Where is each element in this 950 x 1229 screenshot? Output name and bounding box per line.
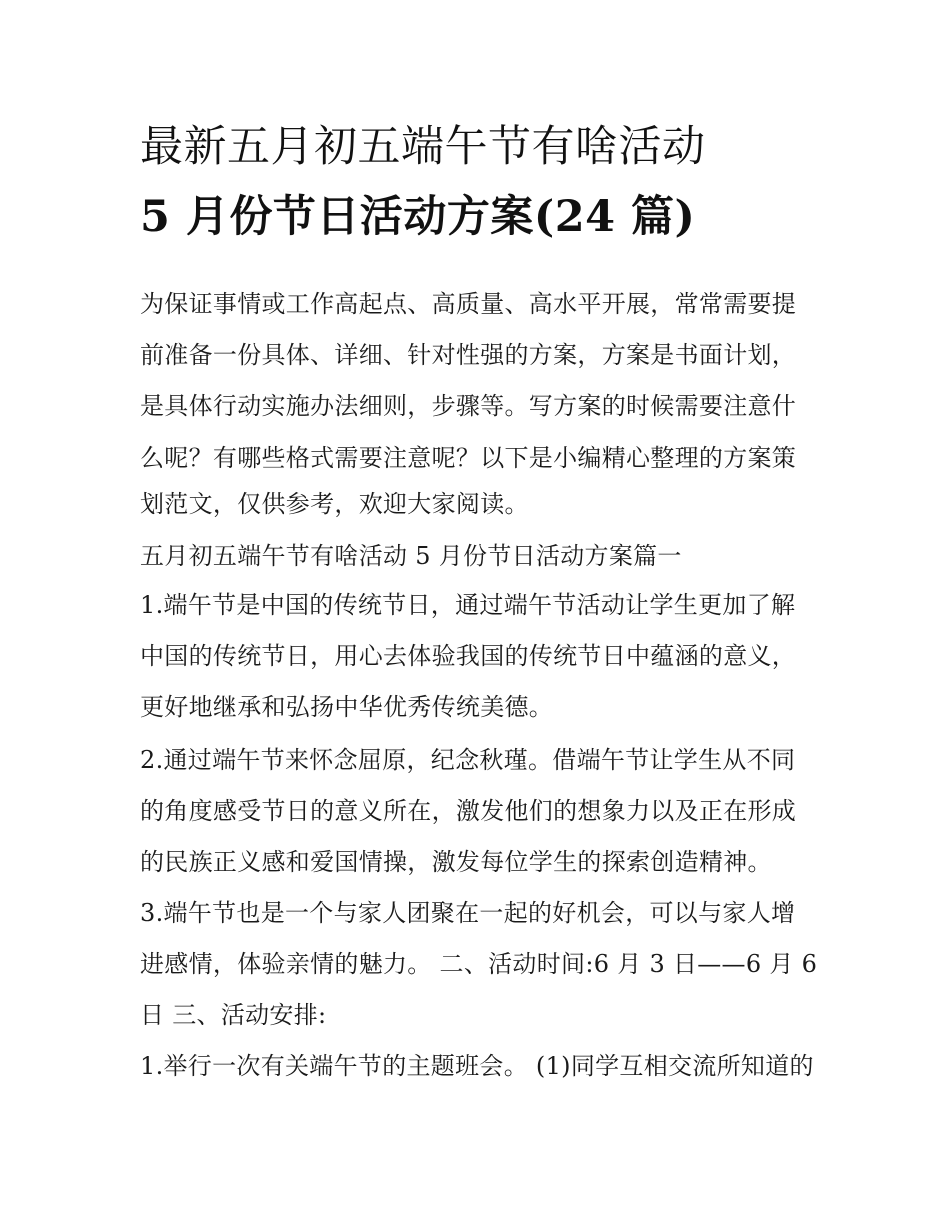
body-line: 1.举行一次有关端午节的主题班会。 (1)同学互相交流所知道的 [140, 1051, 814, 1080]
body-line: 为保证事情或工作高起点、高质量、高水平开展，常常需要提 [140, 290, 797, 318]
document-title [140, 112, 820, 252]
body-line: 更好地继承和弘扬中华优秀传统美德。 [140, 692, 554, 721]
body-line: 2.通过端午节来怀念屈原，纪念秋瑾。借端午节让学生从不同 [140, 745, 796, 774]
title-line-2: 5 月份节日活动方案(24 篇) [140, 192, 696, 242]
body-line: 3.端午节也是一个与家人团聚在一起的好机会，可以与家人增 [140, 898, 796, 927]
body-line: 进感情，体验亲情的魅力。 二、活动时间:6 月 3 日——6 月 6 [140, 949, 818, 978]
body-line: 前准备一份具体、详细、针对性强的方案，方案是书面计划， [140, 341, 797, 370]
body-line: 1.端午节是中国的传统节日，通过端午节活动让学生更加了解 [140, 590, 796, 619]
document-body [140, 279, 830, 1086]
body-line: 日 三、活动安排: [140, 1000, 327, 1029]
body-line: 中国的传统节日，用心去体验我国的传统节日中蕴涵的意义， [140, 641, 797, 670]
section-heading: 五月初五端午节有啥活动 5 月份节日活动方案篇一 [140, 541, 682, 570]
body-line: 的民族正义感和爱国情操，激发每位学生的探索创造精神。 [140, 847, 772, 876]
title-line-1: 最新五月初五端午节有啥活动 [140, 122, 706, 172]
body-line: 是具体行动实施办法细则，步骤等。写方案的时候需要注意什 [140, 392, 797, 421]
body-line: 的角度感受节日的意义所在，激发他们的想象力以及正在形成 [140, 796, 797, 825]
body-line: 划范文，仅供参考，欢迎大家阅读。 [140, 489, 529, 518]
body-line: 么呢？有哪些格式需要注意呢？以下是小编精心整理的方案策 [140, 443, 797, 472]
